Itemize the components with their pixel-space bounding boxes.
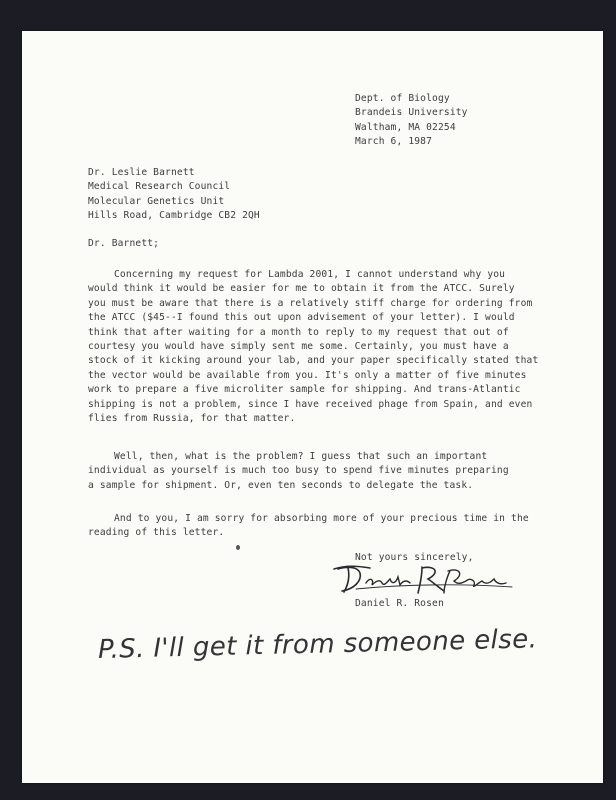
paragraph-line: And to you, I am sorry for absorbing more of your precious time in the (114, 513, 529, 524)
paragraph-line: Well, then, what is the problem? I guess that such an important (114, 451, 488, 462)
paragraph-line: shipping is not a problem, since I have received phage from Spain, and even (88, 398, 533, 410)
salutation: Dr. Barnett; (88, 238, 160, 249)
sender-address-line: Dept. of Biology (355, 93, 450, 104)
paper-speck (236, 545, 240, 550)
sender-address (355, 92, 468, 150)
handwritten-signature (326, 559, 516, 597)
sender-address-line: Brandeis University (355, 107, 468, 119)
paragraph-line: stock of it kicking around your lab, and your paper specifically stated that (88, 355, 539, 367)
body-paragraph-3 (88, 512, 529, 541)
paragraph-line: flies from Russia, for that matter. (88, 412, 296, 424)
paragraph-line: reading of this letter. (88, 527, 225, 539)
paragraph-line: work to prepare a five microliter sample for shipping. And trans-Atlantic (88, 384, 521, 396)
body-paragraph-2 (88, 450, 508, 493)
body-paragraph-1 (88, 268, 539, 426)
paragraph-line: the vector would be available from you. It's only a matter of five minutes (88, 369, 527, 381)
paragraph-line: think that after waiting for a month to reply to my request that out of (88, 326, 509, 338)
recipient-address (88, 166, 260, 224)
recipient-address-line: Medical Research Council (88, 181, 231, 193)
printed-signatory-name: Daniel R. Rosen (355, 598, 444, 609)
paragraph-line: individual as yourself is much too busy to spend five minutes preparing (88, 465, 509, 477)
paragraph-line: courtesy you would have simply sent me some. Certainly, you must have a (88, 340, 509, 352)
paragraph-line: the ATCC ($45--I found this out upon advisement of your letter). I would (88, 312, 515, 324)
recipient-address-line: Molecular Genetics Unit (88, 195, 225, 207)
paragraph-line: would think it would be easier for me to obtain it from the ATCC. Surely (88, 283, 515, 295)
paragraph-line: a sample for shipment. Or, even ten seconds to delegate the task. (88, 479, 474, 491)
handwritten-postscript: P.S. I'll get it from someone else. (97, 624, 538, 665)
recipient-address-line: Hills Road, Cambridge CB2 2QH (88, 210, 260, 222)
paragraph-line: you must be aware that there is a relatively stiff charge for ordering from (88, 297, 533, 309)
letter-date: March 6, 1987 (355, 136, 433, 148)
complimentary-close: Not yours sincerely, (355, 552, 474, 563)
recipient-address-line: Dr. Leslie Barnett (88, 167, 195, 178)
sender-address-line: Waltham, MA 02254 (355, 121, 456, 133)
paragraph-line: Concerning my request for Lambda 2001, I cannot understand why you (114, 269, 506, 280)
letter-paper (22, 31, 603, 783)
